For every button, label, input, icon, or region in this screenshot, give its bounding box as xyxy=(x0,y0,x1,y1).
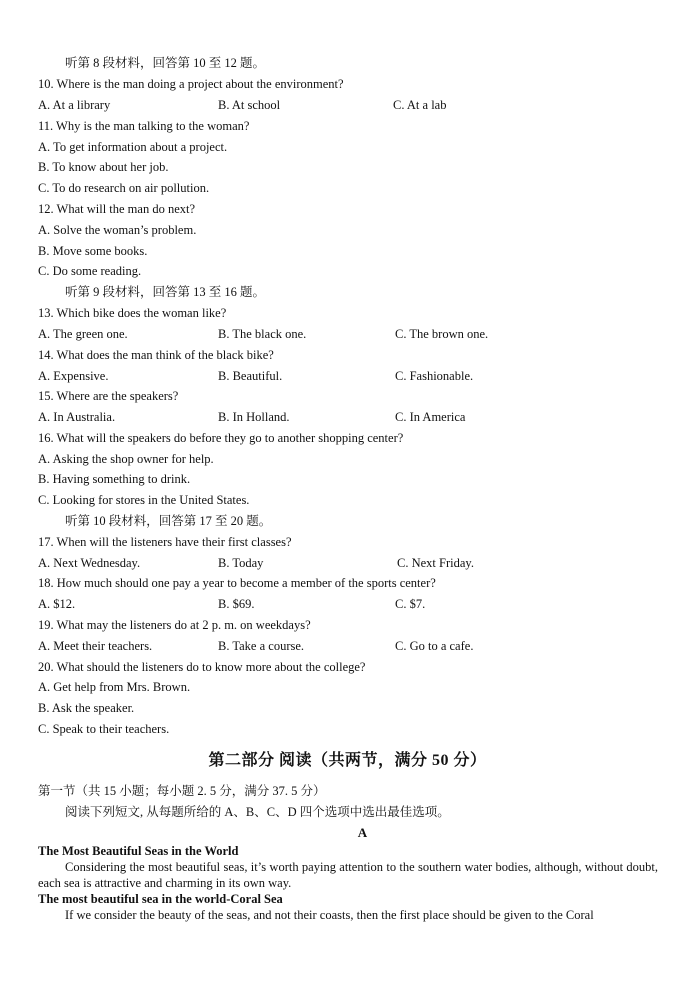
passage-title: The Most Beautiful Seas in the World xyxy=(38,844,239,858)
passage-paragraph xyxy=(38,907,658,923)
question-14: 14. What does the man think of the black bike? xyxy=(38,348,274,362)
option-17a: A. Next Wednesday. xyxy=(38,556,141,570)
option-10b: B. At school xyxy=(218,98,281,112)
option-16a: A. Asking the shop owner for help. xyxy=(38,452,214,466)
option-10c: C. At a lab xyxy=(393,98,447,112)
option-11a: A. To get information about a project. xyxy=(38,140,228,154)
option-11b: B. To know about her job. xyxy=(38,160,169,174)
option-14b: B. Beautiful. xyxy=(218,369,283,383)
question-12: 12. What will the man do next? xyxy=(38,202,196,216)
option-15a: A. In Australia. xyxy=(38,410,116,424)
option-17b: B. Today xyxy=(218,556,264,570)
section-instruction: 听第 8 段材料，回答第 10 至 12 题。 xyxy=(65,56,266,70)
option-13a: A. The green one. xyxy=(38,327,128,341)
paragraph-text: Considering the most beautiful seas, it’s worth paying attention to the southern water bodies, although, without doubt, each sea is attractive and charming in its own way. xyxy=(38,860,658,890)
question-19: 19. What may the listeners do at 2 p. m. on weekdays? xyxy=(38,618,311,632)
option-11c: C. To do research on air pollution. xyxy=(38,181,210,195)
option-12a: A. Solve the woman’s problem. xyxy=(38,223,197,237)
option-19b: B. Take a course. xyxy=(218,639,305,653)
section-heading: 第一节（共 15 小题；每小题 2. 5 分，满分 37. 5 分） xyxy=(38,784,326,798)
reading-instruction: 阅读下列短文, 从每题所给的 A、B、C、D 四个选项中选出最佳选项。 xyxy=(65,805,450,819)
option-19a: A. Meet their teachers. xyxy=(38,639,153,653)
option-16c: C. Looking for stores in the United States. xyxy=(38,493,250,507)
option-16b: B. Having something to drink. xyxy=(38,472,191,486)
option-18a: A. $12. xyxy=(38,597,76,611)
question-13: 13. Which bike does the woman like? xyxy=(38,306,227,320)
question-17: 17. When will the listeners have their first classes? xyxy=(38,535,292,549)
question-15: 15. Where are the speakers? xyxy=(38,389,179,403)
option-18b: B. $69. xyxy=(218,597,255,611)
option-20b: B. Ask the speaker. xyxy=(38,701,135,715)
option-20c: C. Speak to their teachers. xyxy=(38,722,170,736)
part-heading: 第二部分 阅读（共两节，满分 50 分） xyxy=(208,752,487,769)
option-12c: C. Do some reading. xyxy=(38,264,142,278)
passage-subtitle: The most beautiful sea in the world-Coral Sea xyxy=(38,892,283,906)
question-10: 10. Where is the man doing a project about the environment? xyxy=(38,77,344,91)
section-instruction: 听第 10 段材料，回答第 17 至 20 题。 xyxy=(65,514,272,528)
section-instruction: 听第 9 段材料，回答第 13 至 16 题。 xyxy=(65,285,266,299)
option-15c: C. In America xyxy=(395,410,466,424)
option-15b: B. In Holland. xyxy=(218,410,290,424)
option-14c: C. Fashionable. xyxy=(395,369,474,383)
question-16: 16. What will the speakers do before they go to another shopping center? xyxy=(38,431,404,445)
option-19c: C. Go to a cafe. xyxy=(395,639,474,653)
option-13b: B. The black one. xyxy=(218,327,307,341)
option-17c: C. Next Friday. xyxy=(397,556,474,570)
passage-label: A xyxy=(357,825,368,840)
paragraph-text: If we consider the beauty of the seas, and not their coasts, then the first place should be given to the Coral xyxy=(65,908,594,922)
passage-paragraph xyxy=(38,859,658,891)
option-20a: A. Get help from Mrs. Brown. xyxy=(38,680,191,694)
option-12b: B. Move some books. xyxy=(38,244,148,258)
question-11: 11. Why is the man talking to the woman? xyxy=(38,119,250,133)
option-13c: C. The brown one. xyxy=(395,327,489,341)
option-14a: A. Expensive. xyxy=(38,369,109,383)
question-18: 18. How much should one pay a year to become a member of the sports center? xyxy=(38,576,436,590)
option-18c: C. $7. xyxy=(395,597,426,611)
option-10a: A. At a library xyxy=(38,98,111,112)
question-20: 20. What should the listeners do to know more about the college? xyxy=(38,660,366,674)
